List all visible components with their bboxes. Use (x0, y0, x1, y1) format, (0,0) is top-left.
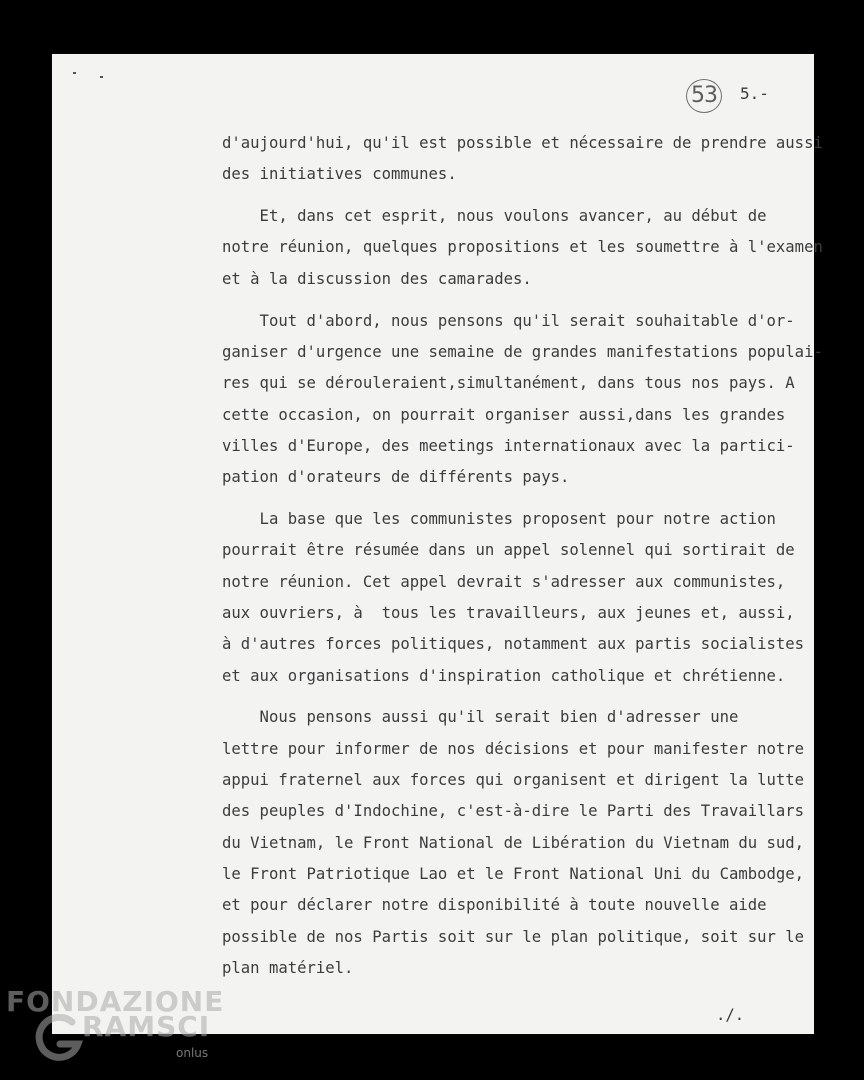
text-line: pation d'orateurs de différents pays. (222, 468, 570, 487)
text-line: et à la discussion des camarades. (222, 269, 532, 288)
text-line: à d'autres forces politiques, notamment aux partis socialistes (222, 635, 805, 654)
archive-stamp-number: 53 (686, 79, 722, 113)
text-line: aux ouvriers, à tous les travailleurs, aux jeunes et, aussi, (222, 603, 795, 622)
text-line: du Vietnam, le Front National de Libération du Vietnam du sud, (222, 833, 805, 852)
watermark-logo-icon (34, 1014, 84, 1064)
text-line: plan matériel. (222, 958, 354, 977)
text-line: res qui se dérouleraient,simultanément, dans tous nos pays. A (222, 374, 795, 393)
text-line: et aux organisations d'inspiration catholique et chrétienne. (222, 666, 786, 685)
text-line: villes d'Europe, des meetings internationaux avec la partici- (222, 436, 795, 455)
text-line: lettre pour informer de nos décisions et pour manifester notre (222, 739, 805, 758)
text-line: le Front Patriotique Lao et le Front National Uni du Cambodge, (222, 864, 805, 883)
continuation-mark: ./. (716, 1006, 745, 1024)
paragraph (222, 504, 812, 692)
text-line: et pour déclarer notre disponibilité à toute nouvelle aide (222, 896, 767, 915)
text-line: ganiser d'urgence une semaine de grandes manifestations populai- (222, 342, 823, 361)
text-line: des peuples d'Indochine, c'est-à-dire le Parti des Travaillars (222, 802, 805, 821)
text-line: des initiatives communes. (222, 165, 457, 184)
watermark-foundation-name: FONDAZIONE (6, 985, 225, 1018)
paragraph (222, 128, 823, 191)
text-line: Tout d'abord, nous pensons qu'il serait souhaitable d'or- (222, 311, 795, 330)
paragraph (222, 702, 812, 984)
page-number: 5.- (740, 84, 769, 103)
watermark-suffix: onlus (176, 1046, 209, 1060)
margin-mark (73, 72, 76, 74)
text-line: pourrait être résumée dans un appel solennel qui sortirait de (222, 541, 795, 560)
text-line: d'aujourd'hui, qu'il est possible et nécessaire de prendre aussi (222, 134, 823, 152)
text-line: appui fraternel aux forces qui organisent et dirigent la lutte (222, 771, 805, 790)
paragraph (222, 306, 823, 494)
text-line: Et, dans cet esprit, nous voulons avancer, au début de (222, 207, 767, 226)
text-line: La base que les communistes proposent pour notre action (222, 510, 776, 529)
watermark-foundation-name-2: RAMSCI (82, 1010, 211, 1043)
text-line: Nous pensons aussi qu'il serait bien d'adresser une (222, 708, 739, 727)
text-line: notre réunion, quelques propositions et les soumettre à l'examen (222, 238, 823, 257)
text-line: cette occasion, on pourrait organiser aussi,dans les grandes (222, 405, 786, 424)
paragraph (222, 201, 823, 295)
margin-mark (100, 76, 103, 78)
text-line: possible de nos Partis soit sur le plan politique, soit sur le (222, 927, 805, 946)
typed-letter-body (222, 128, 823, 984)
text-line: notre réunion. Cet appel devrait s'adresser aux communistes, (222, 572, 786, 591)
